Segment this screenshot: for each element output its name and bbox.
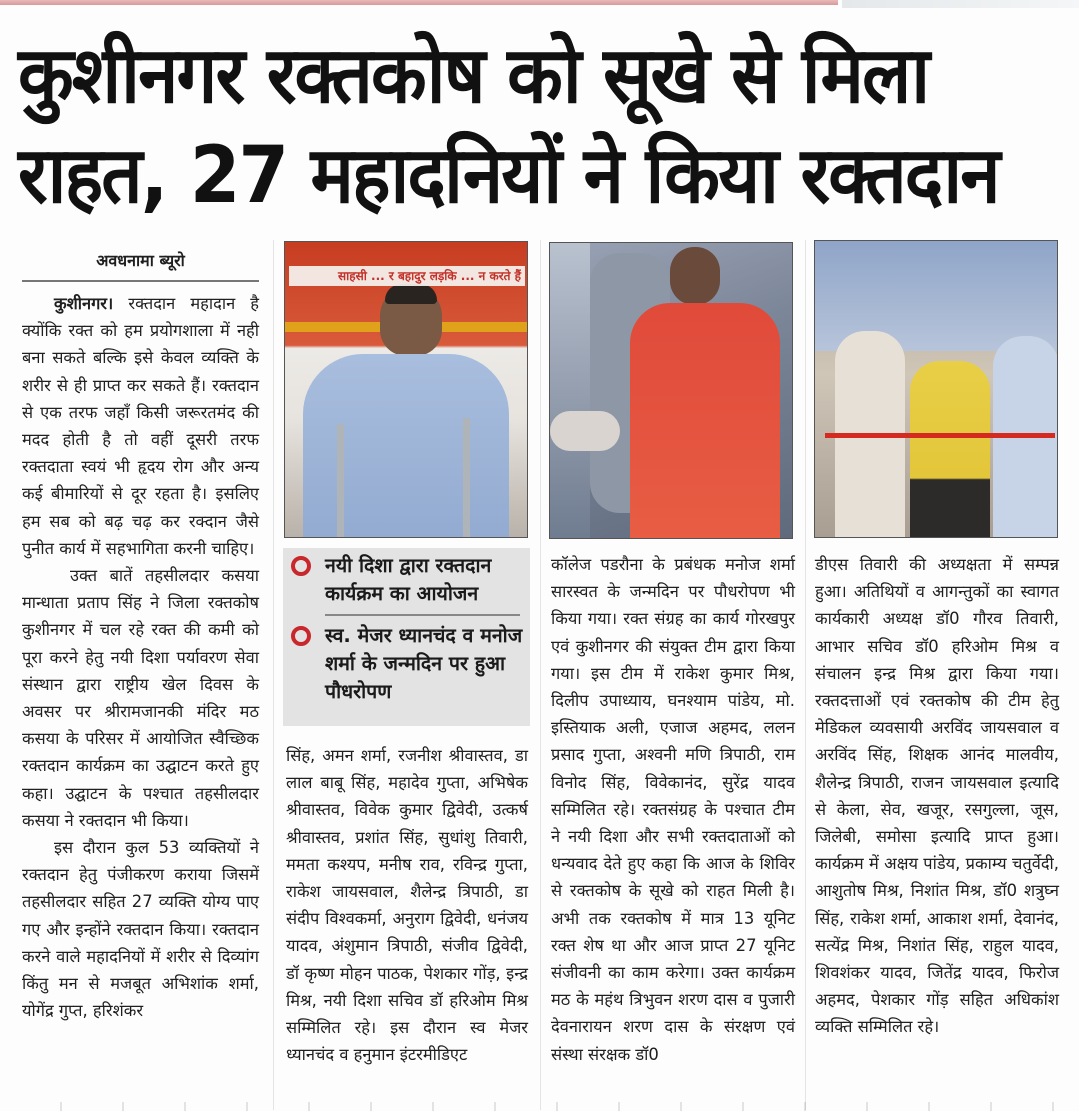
woman-red-dress <box>630 303 780 539</box>
person-shirt <box>303 354 509 538</box>
byline: अवधनामा ब्यूरो <box>22 250 259 282</box>
circle-bullet-icon <box>291 626 311 646</box>
man-in-yellow-shirt <box>910 361 990 538</box>
article-column-4 <box>815 551 1059 1041</box>
headline-line-2: राहत, 27 महादनियों ने किया रक्तदान <box>18 131 999 221</box>
photo-ribbon-cutting <box>814 240 1058 538</box>
circle-bullet-icon <box>291 556 311 576</box>
woman-head <box>670 247 720 305</box>
article-paragraph: सिंह, अमन शर्मा, रजनीश श्रीवास्तव, डा लाल बाबू सिंह, महादेव गुप्ता, अभिषेक श्रीवास्तव, विवेक कुमार द्विवेदी, उत्कर्ष श्रीवास्तव, प्रशांत सिंह, सुधांशु तिवारी, ममता कश्यप, मनीष राव, रविन्द्र गुप्ता, राकेश जायसवाल, शैलेन्द्र त्रिपाठी, डा संदीप विश्वकर्मा, अनुराग द्विवेदी, धनंजय यादव, अंशुमान त्रिपाठी, संजीव द्विवेदी, डॉ कृष्ण मोहन पाठक, पेशकार गोंड़, इन्द्र मिश्र, नयी दिशा सचिव डॉ हरिओम मिश्र सम्मिलित रहे। इस दौरान स्व मेजर ध्यानचंद व हनुमान इंटरमीडिएट <box>286 746 528 1065</box>
photo-banner-text: साहसी ... र बहादुर लड़कि ... न करते हैं <box>289 266 525 286</box>
nurse-hand <box>550 411 620 451</box>
dateline: कुशीनगर। <box>54 294 114 313</box>
photo-woman-donating-blood <box>549 242 793 539</box>
article-paragraph-2: उक्त बातें तहसीलदार कसया मान्धाता प्रताप सिंह ने जिला रक्तकोष कुशीनगर में चल रहे रक्त की कमी को पूरा करने हेतु नयी दिशा पर्यावरण सेवा संस्थान द्वारा राष्ट्रीय खेल दिवस के अवसर पर श्रीरामजानकी मंदिर मठ कसया के परिसर में आयोजित स्वैच्छिक रक्तदान कार्यक्रम का उद्घाटन करते हुए कहा। उद्घाटन के पश्चात तहसीलदार कसया ने रक्तदान भी किया। <box>22 566 259 830</box>
background-person <box>550 243 590 539</box>
left-crutch <box>337 424 344 538</box>
highlight-divider <box>325 614 520 616</box>
highlights-box <box>283 548 530 726</box>
article-paragraph-1 <box>22 290 259 562</box>
article-column-2 <box>286 742 528 1068</box>
article-paragraph: कॉलेज पडरौना के प्रबंधक मनोज शर्मा सारस्वत के जन्मदिन पर पौधरोपण भी किया गया। रक्त संग्रह का कार्य गोरखपुर एवं कुशीनगर की संयुक्त टीम द्वारा किया गया। इस टीम में राकेश कुमार मिश्र, दिलीप उपाध्याय, घनश्याम पांडेय, मो. इस्तियाक अली, एजाज अहमद, ललन प्रसाद गुप्ता, अश्वनी मणि त्रिपाठी, राम विनोद सिंह, विवेकानंद, सुरेंद्र यादव सम्मिलित रहे। रक्तसंग्रह के पश्चात टीम ने नयी दिशा और सभी रक्तदाताओं को धन्यवाद देते हुए कहा कि आज के शिविर से रक्तकोष के सूखे को राहत मिली है। अभी तक रक्तकोष में मात्र 13 यूनिट रक्त शेष था और आज प्राप्त 27 यूनिट संजीवनी का काम करेगा। उक्त कार्यक्रम मठ के महंथ त्रिभुवन शरण दास व पुजारी देवनारायन शरण दास के संरक्षण एवं संस्था संरक्षक डॉ0 <box>551 555 795 1064</box>
article-column-3 <box>551 551 795 1068</box>
highlight-text: नयी दिशा द्वारा रक्तदान कार्यक्रम का आयोजन <box>325 554 492 605</box>
highlight-item <box>289 552 524 608</box>
column-divider <box>273 240 274 1110</box>
article-column-1 <box>22 250 259 1024</box>
red-ribbon <box>825 433 1055 438</box>
column-divider <box>805 240 806 1110</box>
headline-line-1: कुशीनगर रक्तकोष को सूखे से मिला <box>18 31 929 121</box>
person-hair <box>385 284 437 304</box>
article-paragraph-3: इस दौरान कुल 53 व्यक्तियों ने रक्तदान हेतु पंजीकरण कराया जिसमें तहसीलदार सहित 27 व्यक्ति योग्य पाए गए और इन्होंने रक्तदान किया। रक्तदान करने वाले महादनियों में शरीर से दिव्यांग किंतु मन से मजबूत अभिशांक शर्मा, योगेंद्र गुप्त, हरिशंकर <box>22 838 259 1021</box>
article-paragraph: डीएस तिवारी की अध्यक्षता में सम्पन्न हुआ। अतिथियों व आगन्तुकों का स्वागत कार्यकारी अध्यक्ष डॉ0 गौरव तिवारी, आभार सचिव डॉ0 हरिओम मिश्र व संचालन इन्द्र मिश्र द्वारा किया गया। रक्तदत्ताओं एवं रक्तकोष की टीम हेतु मेडिकल व्यवसायी अरविंद जायसवाल व अरविंद सिंह, शिक्षक आनंद मालवीय, शैलेन्द्र त्रिपाठी, राजन जायसवाल इत्यादि से केला, सेव, खजूर, रसगुल्ला, जूस, जिलेबी, समोसा इत्यादि प्राप्त हुआ। कार्यक्रम में अक्षय पांडेय, प्रकाम्य चतुर्वेदी, आशुतोष मिश्र, निशांत मिश्र, डॉ0 शत्रुघ्न सिंह, राकेश शर्मा, आकाश शर्मा, देवानंद, सत्येंद्र मिश्र, निशांत सिंह, राहुल यादव, शिवशंकर यादव, जितेंद्र यादव, फिरोज अहमद, पेशकार गोंड़ सहित अधिकांश व्यक्ति सम्मिलित रहे। <box>815 555 1059 1037</box>
highlight-text: स्व. मेजर ध्यानचंद व मनोज शर्मा के जन्मदिन पर हुआ पौधरोपण <box>325 624 523 703</box>
right-crutch <box>463 418 470 538</box>
photo-donor-with-crutches <box>284 241 528 538</box>
top-right-strip <box>842 0 1079 8</box>
top-color-rule <box>0 0 838 5</box>
bleed-through-text <box>0 1102 1079 1111</box>
column-divider <box>540 240 541 1110</box>
headline <box>18 26 999 226</box>
highlight-item <box>289 622 524 706</box>
paragraph-text: रक्तदान महादान है क्योंकि रक्त को हम प्रयोगशाला में नही बना सकते बल्कि इसे केवल व्यक्ति के शरीर से ही प्राप्त कर सकते हैं। रक्तदान से एक तरफ जहाँ किसी जरूरतमंद की मदद होती है तो वहीं दूसरी तरफ रक्तदाता स्वयं भी हृदय रोग और अन्य कई बीमारियों से दूर रहता है। इसलिए हम सब को बढ़ चढ़ कर रक्दान जैसे पुनीत कार्य में सहभागिता करनी चाहिए। <box>22 294 260 558</box>
